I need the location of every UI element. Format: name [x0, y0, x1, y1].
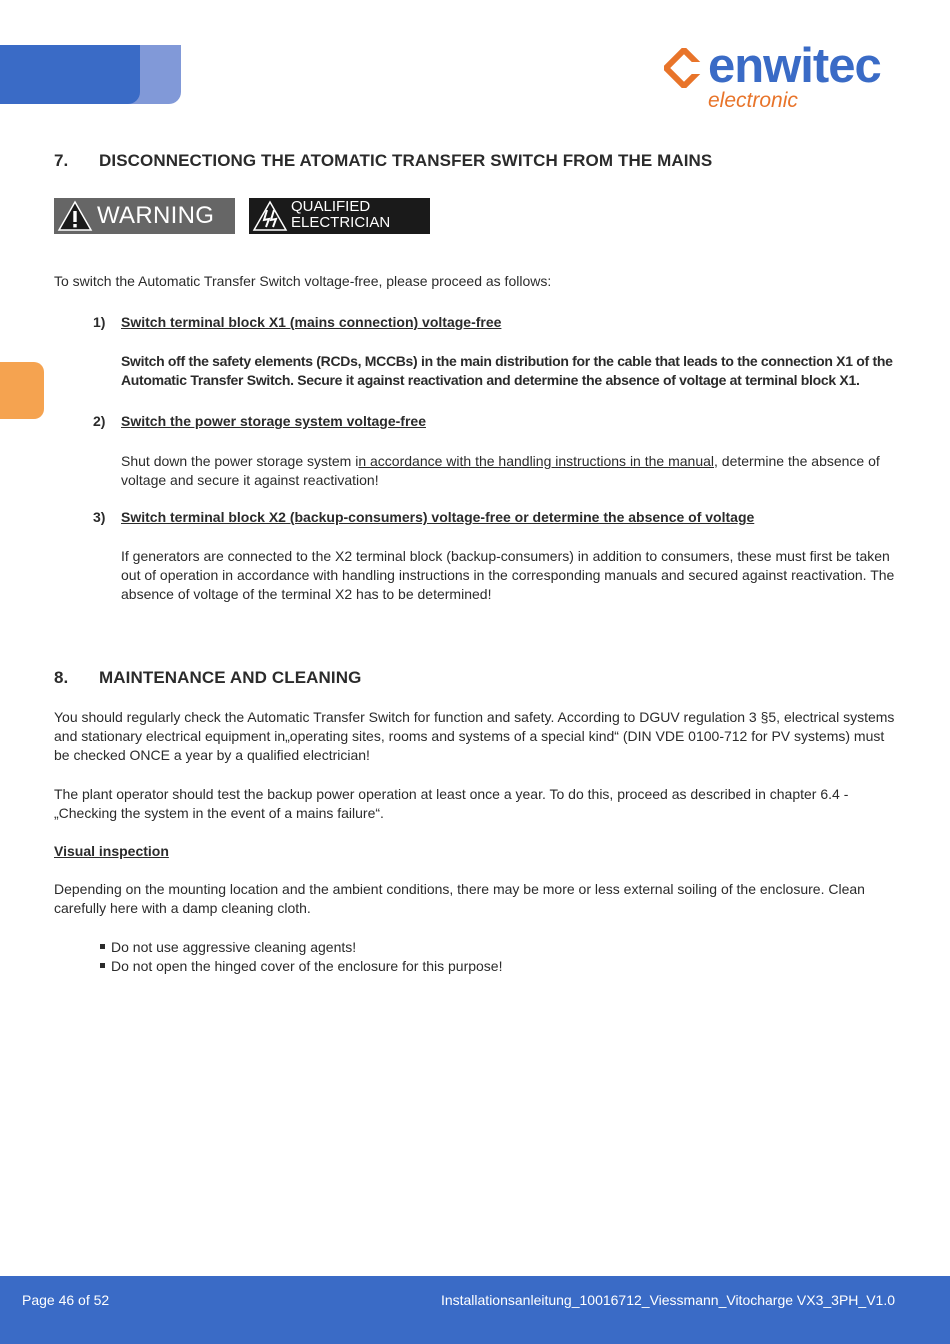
electric-hazard-icon [252, 200, 288, 232]
step-3-body: If generators are connected to the X2 terminal block (backup-consumers) in addition to consumers, these must first be taken out of operation in accordance with handling instructions in the corresponding manuals and secured against reactivation. The absence of voltage of the terminal X2 has to be determined! [121, 548, 895, 602]
section-8-heading [54, 668, 914, 690]
step-1-number: 1) [93, 314, 106, 330]
step-3-title: Switch terminal block X2 (backup-consumers) voltage-free or determine the absence of voltage [121, 509, 755, 525]
visual-inspection-heading: Visual inspection [54, 843, 169, 859]
bullet-square-icon [100, 944, 105, 949]
bullet-item: Do not open the hinged cover of the enclosure for this purpose! [100, 957, 502, 976]
maintenance-paragraph-1: You should regularly check the Automatic Transfer Switch for function and safety. According to DGUV regulation 3 §5, electrical systems and stationary electrical equipment in„operating sites, rooms and systems of a special kind“ (DIN VDE 0100-712 for PV systems) must be checked ONCE a year by a qualified electrician! [54, 709, 895, 763]
document-name: Installationsanleitung_10016712_Viessmann_Vitocharge VX3_3PH_V1.0 [440, 1292, 895, 1308]
page-number: Page 46 of 52 [22, 1292, 110, 1308]
step-2-body: Shut down the power storage system in accordance with the handling instructions in the manual, determine the absence of voltage and secure it against reactivation! [121, 453, 880, 488]
logo-wordmark: enwitec [708, 39, 881, 93]
warning-badge [54, 198, 235, 234]
bullet-item: Do not use aggressive cleaning agents! [100, 938, 356, 957]
manual-reference-link: n accordance with the handling instructions in the manual [358, 453, 715, 469]
section-number: 7. [54, 151, 69, 170]
warning-triangle-icon [57, 200, 93, 232]
step-3-number: 3) [93, 509, 106, 525]
diamond-logo-icon [664, 48, 704, 88]
page-footer [0, 1276, 950, 1344]
section-title: MAINTENANCE AND CLEANING [99, 668, 362, 687]
section-number: 8. [54, 668, 69, 687]
qualified-electrician-badge [249, 198, 430, 234]
maintenance-paragraph-2: The plant operator should test the backup power operation at least once a year. To do this, proceed as described in chapter 6.4 - „Checking the system in the event of a mains failure“. [54, 786, 849, 821]
qualified-electrician-label: QUALIFIED ELECTRICIAN [291, 198, 391, 231]
section-7-heading [54, 151, 914, 173]
section-7-intro: To switch the Automatic Transfer Switch voltage-free, please proceed as follows: [54, 273, 552, 289]
maintenance-paragraph-3: Depending on the mounting location and the ambient conditions, there may be more or less external soiling of the enclosure. Clean carefully here with a damp cleaning cloth. [54, 881, 865, 916]
enwitec-logo [664, 38, 904, 118]
step-2-title: Switch the power storage system voltage-free [121, 413, 426, 429]
side-chapter-tab [0, 362, 44, 419]
bullet-square-icon [100, 963, 105, 968]
section-title: DISCONNECTIONG THE ATOMATIC TRANSFER SWITCH FROM THE MAINS [99, 151, 713, 170]
step-2-number: 2) [93, 413, 106, 429]
logo-subtitle: electronic [708, 89, 798, 112]
step-1-title: Switch terminal block X1 (mains connection) voltage-free [121, 314, 502, 330]
warning-label: WARNING [97, 202, 215, 229]
header-tab-dark [0, 45, 140, 104]
step-1-body: Switch off the safety elements (RCDs, MCCBs) in the main distribution for the cable that leads to the connection X1 of the Automatic Transfer Switch. Secure it against reactivation and determine the absence of voltage at terminal block X1. [121, 353, 893, 388]
